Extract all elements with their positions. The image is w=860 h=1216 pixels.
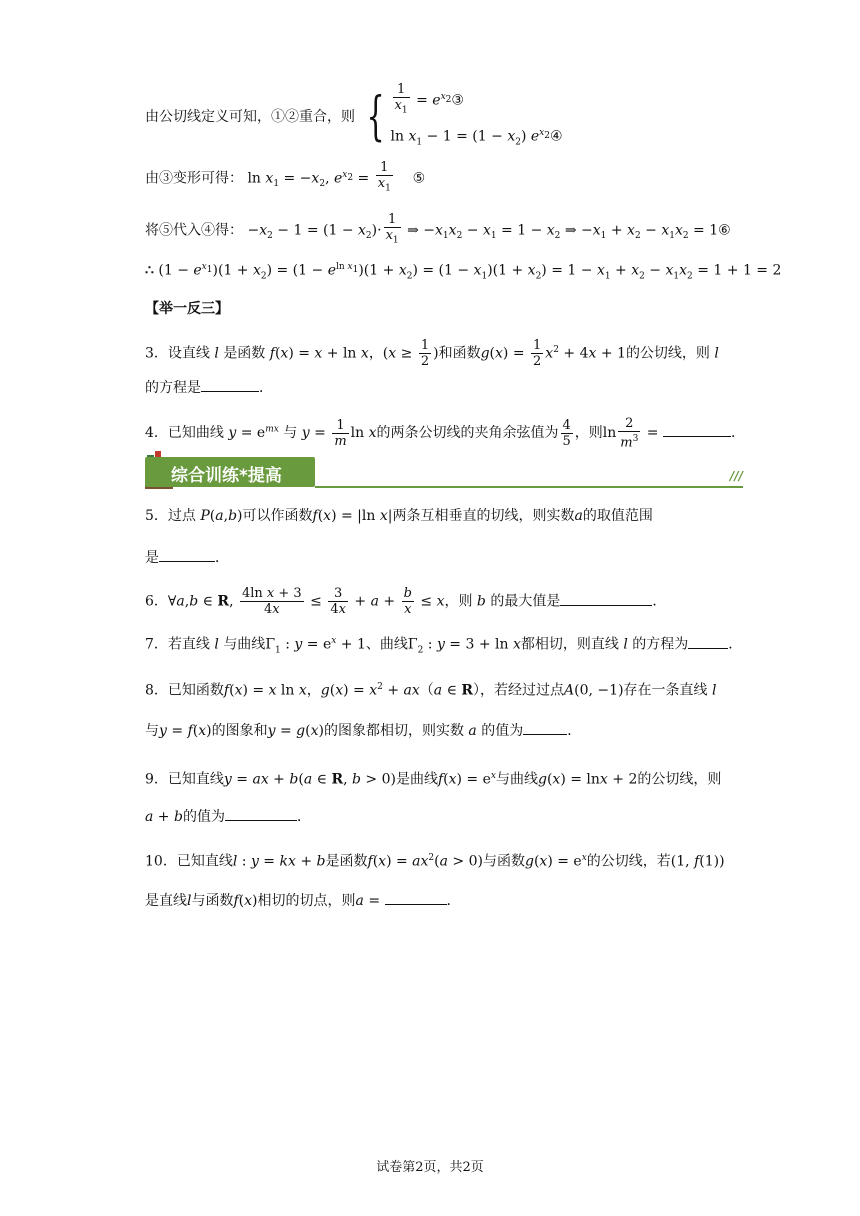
question-9-cont: a + b的值为 ． — [145, 806, 311, 827]
question-10: 10．已知直线l : y = kx + b是函数$f(x) = ax^2(a > 0)$与函数$g(x) = e^x$的公切线，若(1, f(1)) — [145, 853, 725, 870]
derivation-line-2: 由③变形可得： $\ln x_1 = -x_2$, $e^{x_2}$ = $\frac{1}{x_1}$ ⑤ — [145, 160, 426, 194]
section-title: 【举一反三】 — [145, 301, 229, 317]
question-3: 3．设直线 l 是函数 f(x) = x + ln x，(x ≥ $\frac{1}{2}$ )和函数g(x) = $\frac{1}{2}$ $x^2 + 4x + 1$的公切线，则 l — [145, 338, 719, 369]
derivation-line-1: 由公切线定义可知，①②重合，则 { $\frac{1}{x_1}$ = $e^{x_2}③$ $\ln x_1 - 1 = (1 - x_2)$ $e^{x_2}④$ — [145, 82, 563, 152]
question-3-cont: 的方程是 ． — [145, 377, 273, 398]
question-4: 4．已知曲线 $y = e^{mx}$ 与 y = $\frac{1}{m}$ ln x的两条公切线的夹角余弦值为 $\frac{4}{5}$ ，则ln $\frac{2}{m^3}$ = ． — [145, 416, 745, 451]
derivation-line-4: ∴ $(1 - e^{x_1})(1 + x_2) = (1 - e^{ln x_1})(1 + x_2) = (1 - x_1)(1 + x_2) = 1 - x_1 + x_2 - x_1x_2 = 1 + 1 = 2$ — [145, 262, 782, 282]
question-10-cont: 是直线l与函数f(x)相切的切点，则a = ． — [145, 890, 461, 911]
banner-title: 综合训练*提高 — [171, 466, 282, 486]
equation-system: { $\frac{1}{x_1}$ = $e^{x_2}③$ $\ln x_1 - 1 = (1 - x_2)$ $e^{x_2}④$ — [366, 82, 563, 148]
question-7: 7．若直线 l 与曲线$\Gamma_1$ : $y = e^x + 1$、曲线$\Gamma_2$ : y = 3 + ln x都相切，则直线 l 的方程为 ． — [145, 631, 742, 660]
page-footer: 试卷第2页，共2页 — [376, 1160, 484, 1175]
question-8: 8．已知函数f(x) = x ln x，$g(x) = x^2 + ax(a$ ∈ R），若经过过点A(0, −1)存在一条直线 l — [145, 682, 717, 699]
banner-slashes: /// — [729, 469, 743, 483]
question-6: 6．∀a,b ∈ R, $\frac{\text{4ln x + 3}}{4x}$ ≤ $\frac{3}{4x}$ + a + $\frac{b}{x}$ ≤ x，则 b 的最大值是 ． — [145, 586, 667, 617]
derivation-line-3: 将⑤代入④得： $-x_2 - 1 = (1 - x_2)\cdot$ $\frac{1}{x_1}$ ⇒ $-x_1x_2 - x_1 = 1 - x_2$ ⇒ $-x_1 + x_2 - x_1x_2$ = 1⑥ — [145, 212, 731, 246]
question-9: 9．已知直线y = ax + b(a ∈ R, b > 0)是曲线$f(x) = e^x$与曲线g(x) = lnx + 2的公切线，则 — [145, 771, 722, 788]
question-5-cont: 是 ． — [145, 547, 229, 568]
section-banner — [145, 447, 743, 491]
question-5: 5．过点 P(a,b)可以作函数f(x) = |ln x|两条互相垂直的切线，则实数a的取值范围 — [145, 508, 653, 524]
question-8-cont: 与y = f(x)的图象和y = g(x)的图象都相切，则实数 a 的值为 ． — [145, 720, 581, 741]
